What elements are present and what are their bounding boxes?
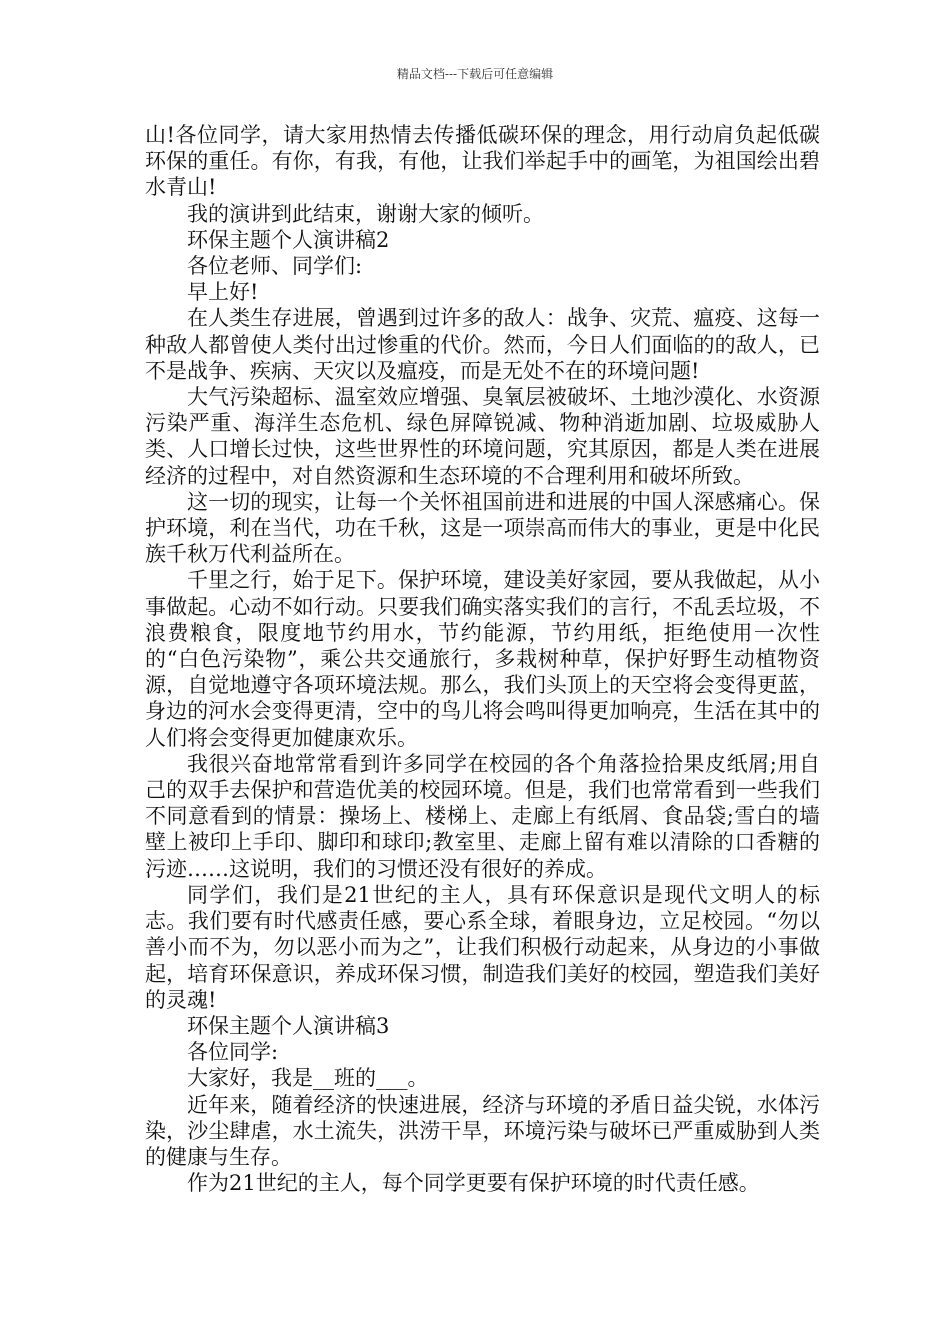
paragraph-salutation: 各位老师、同学们: — [187, 254, 363, 279]
paragraph-body: 这一切的现实，让每一个关怀祖国前进和进展的中国人深感痛心。保护环境，利在当代，功在千秋，这是一项崇高而伟大的事业，更是中化民族千秋万代利益所在。 — [145, 489, 820, 567]
paragraph-greeting: 大家好，我是__班的___。 — [187, 1066, 429, 1091]
paragraph-body: 同学们，我们是21世纪的主人，具有环保意识是现代文明人的标志。我们要有时代感责任感，要心系全球，着眼身边，立足校园。“勿以善小而不为，勿以恶小而为之”，让我们积极行动起来，从身边的小事做起，培育环保意识，养成环保习惯，制造我们美好的校园，塑造我们美好的灵魂! — [145, 882, 820, 1012]
section-heading-speech-3: 环保主题个人演讲稿3 — [187, 1013, 390, 1038]
paragraph-salutation: 各位同学: — [187, 1040, 279, 1065]
document-body — [145, 122, 820, 1196]
section-heading-speech-2: 环保主题个人演讲稿2 — [187, 227, 390, 252]
paragraph-body: 大气污染超标、温室效应增强、臭氧层被破坏、土地沙漠化、水资源污染严重、海洋生态危机、绿色屏障锐减、物种消逝加剧、垃圾威胁人类、人口增长过快，这些世界性的环境问题，究其原因，都是人类在进展经济的过程中，对自然资源和生态环境的不合理利用和破坏所致。 — [145, 385, 820, 488]
page-header: 精品文档---下载后可任意编辑 — [396, 67, 554, 81]
paragraph-body: 作为21世纪的主人，每个同学更要有保护环境的时代责任感。 — [187, 1171, 760, 1196]
paragraph-body: 近年来，随着经济的快速进展，经济与环境的矛盾日益尖锐，水体污染，沙尘肆虐，水土流失，洪涝干旱，环境污染与破坏已严重威胁到人类的健康与生存。 — [145, 1092, 820, 1169]
paragraph-body: 千里之行，始于足下。保护环境，建设美好家园，要从我做起，从小事做起。心动不如行动。只要我们确实落实我们的言行，不乱丢垃圾，不浪费粮食，限度地节约用水，节约能源，节约用纸，拒绝使用一次性的“白色污染物”，乘公共交通旅行，多栽树种草，保护好野生动植物资源，自觉地遵守各项环境法规。那么，我们头顶上的天空将会变得更蓝，身边的河水会变得更清，空中的鸟儿将会鸣叫得更加响亮，生活在其中的人们将会变得更加健康欢乐。 — [145, 568, 820, 750]
paragraph-continuation: 山!各位同学，请大家用热情去传播低碳环保的理念，用行动肩负起低碳环保的重任。有你，有我，有他，让我们举起手中的画笔，为祖国绘出碧水青山! — [145, 123, 820, 200]
paragraph-body: 在人类生存进展，曾遇到过许多的敌人：战争、灾荒、瘟疫、这每一种敌人都曾使人类付出过惨重的代价。然而，今日人们面临的的敌人，已不是战争、疾病、天灾以及瘟疫，而是无处不在的环境问题! — [145, 306, 820, 383]
paragraph-greeting: 早上好! — [187, 280, 259, 305]
paragraph-closing: 我的演讲到此结束，谢谢大家的倾听。 — [187, 201, 544, 226]
paragraph-body: 我很兴奋地常常看到许多同学在校园的各个角落捡拾果皮纸屑;用自己的双手去保护和营造优美的校园环境。但是，我们也常常看到一些我们不同意看到的情景：操场上、楼梯上、走廊上有纸屑、食品袋;雪白的墙壁上被印上手印、脚印和球印;教室里、走廊上留有难以清除的口香糖的污迹……这说明，我们的习惯还没有很好的养成。 — [145, 751, 820, 881]
